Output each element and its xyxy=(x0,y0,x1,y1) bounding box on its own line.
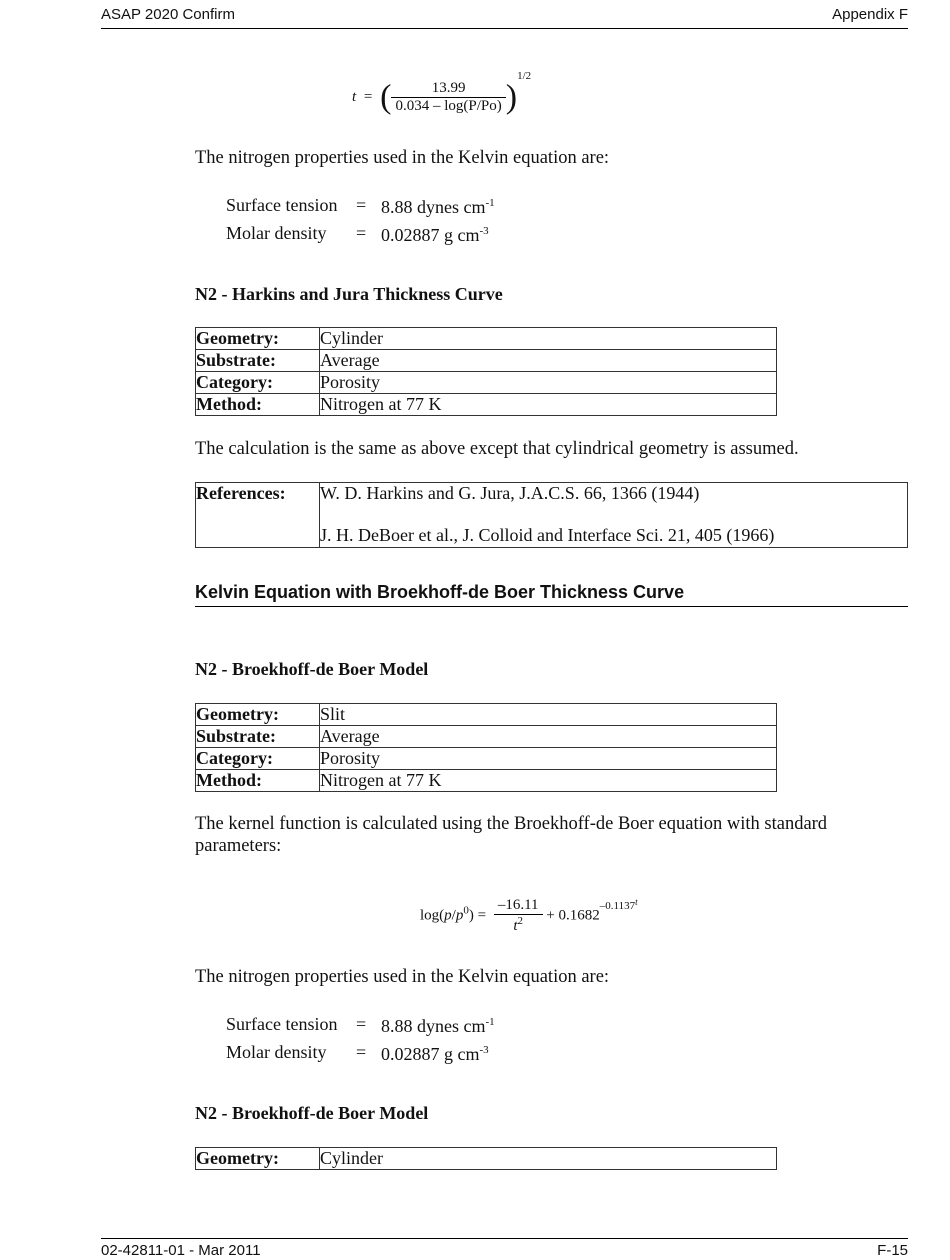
prop-equals: = xyxy=(356,1042,367,1062)
table-row: Substrate: Average xyxy=(196,726,777,748)
header-right: Appendix F xyxy=(832,6,908,23)
prop-value: 8.88 dynes $cm^{-1}$ xyxy=(381,197,495,217)
references-label: References: xyxy=(196,483,320,548)
properties-intro: The nitrogen properties used in the Kelvin equation are: xyxy=(195,967,610,987)
header-rule xyxy=(101,28,908,29)
section-heading: N2 - Broekhoff-de Boer Model xyxy=(195,1103,429,1123)
prop-label: Surface tension xyxy=(226,195,338,215)
reference-item: J. H. DeBoer et al., J. Colloid and Interface Sci. 21, 405 (1966) xyxy=(320,525,775,545)
eq1-numerator: 13.99 xyxy=(391,80,505,98)
header-left: ASAP 2020 Confirm xyxy=(101,6,235,23)
table-row: Category: Porosity xyxy=(196,372,777,394)
reference-item: W. D. Harkins and G. Jura, J.A.C.S. 66, 1366 (1944) xyxy=(320,483,700,503)
properties-table xyxy=(226,191,495,247)
table-row: Category: Porosity xyxy=(196,748,777,770)
parameters-table xyxy=(195,703,777,792)
eq1-lhs: t xyxy=(352,89,357,105)
table-row: Geometry: Cylinder xyxy=(196,1148,777,1170)
references-table xyxy=(195,482,908,548)
table-row: Method: Nitrogen at 77 K xyxy=(196,394,777,416)
kernel-note: The kernel function is calculated using the Broekhoff-de Boer equation with standard parameters: xyxy=(195,814,828,856)
properties-intro: The nitrogen properties used in the Kelvin equation are: xyxy=(195,148,610,168)
prop-label: Molar density xyxy=(226,1042,327,1062)
prop-label: Surface tension xyxy=(226,1014,338,1034)
prop-value: 8.88 dynes $cm^{-1}$ xyxy=(381,1016,495,1036)
parameters-table xyxy=(195,1147,777,1170)
table-row: Substrate: Average xyxy=(196,350,777,372)
table-row: Geometry: Slit xyxy=(196,704,777,726)
eq1-equals: = xyxy=(363,89,373,105)
table-row: Geometry: Cylinder xyxy=(196,328,777,350)
table-row: Method: Nitrogen at 77 K xyxy=(196,770,777,792)
table-row xyxy=(196,483,908,548)
eq1-exponent: 1/2 xyxy=(517,70,532,82)
prop-value: 0.02887 g $cm^{-3}$ xyxy=(381,1044,489,1064)
calculation-note: The calculation is the same as above except that cylindrical geometry is assumed. xyxy=(195,439,799,459)
prop-equals: = xyxy=(356,223,367,243)
prop-label: Molar density xyxy=(226,223,327,243)
footer-left: 02-42811-01 - Mar 2011 xyxy=(101,1242,261,1259)
parameters-table xyxy=(195,327,777,416)
section-heading: N2 - Broekhoff-de Boer Model xyxy=(195,659,429,679)
page-number: F-15 xyxy=(877,1242,908,1259)
eq1-denominator: 0.034 – log(P/Po) xyxy=(395,98,502,115)
equation-broekhoff: $\log(p/p^0)$ = $\frac{-16.11}{t^2}$ + $0.1682^{-0.1137^t}$ xyxy=(420,897,638,934)
prop-equals: = xyxy=(356,195,367,215)
prop-value: 0.02887 g $cm^{-3}$ xyxy=(381,225,489,245)
section-rule xyxy=(195,606,908,607)
prop-equals: = xyxy=(356,1014,367,1034)
properties-table xyxy=(226,1010,495,1066)
footer-rule xyxy=(101,1238,908,1239)
references-list xyxy=(320,483,908,548)
equation-thickness: t = ( $\frac{13.99}{0.034 - \log(P/Po)}$ )$^{1/2}$ xyxy=(352,70,532,116)
section-title: Kelvin Equation with Broekhoff-de Boer Thickness Curve xyxy=(195,582,685,602)
section-heading: N2 - Harkins and Jura Thickness Curve xyxy=(195,284,503,304)
